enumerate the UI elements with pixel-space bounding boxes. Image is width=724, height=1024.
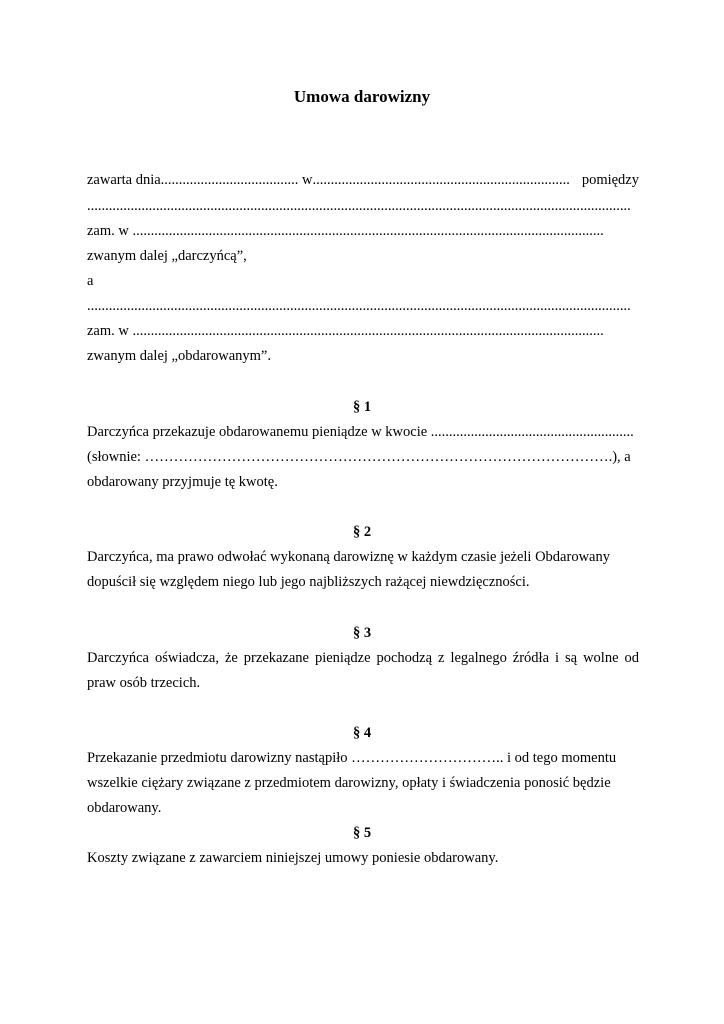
section-heading: § 3 [352,625,372,641]
document-title: Umowa darowizny [293,87,431,106]
section-heading: § 5 [352,825,372,841]
section-line: obdarowany. [87,800,162,816]
section-line: dopuścił się względem niego lub jego najbliższych rażącej niewdzięczności. [87,574,530,590]
section-heading: § 4 [352,725,372,741]
section-heading: § 1 [352,399,372,415]
recipient-name-blank: ...................................................................................................................................................... [87,298,631,314]
donor-name-blank: ...................................................................................................................................................... [87,198,631,214]
section-line: wszelkie ciężary związane z przedmiotem darowizny, opłaty i świadczenia ponosić będzie [87,775,611,791]
section-line: (słownie: …………………………………………………………………………………….), a [87,449,631,465]
section-line: praw osób trzecich. [87,675,201,691]
recipient-designation: zwanym dalej „obdarowanym”. [87,348,271,364]
conjunction-text: a [87,273,94,289]
intro-place-dots: ....................................................................... [312,172,570,188]
recipient-address-line: zam. w .................................................................................................................................. [87,323,604,339]
donor-designation: zwanym dalej „darczyńcą”, [87,248,247,264]
intro-date-place-line [87,171,639,189]
section-line: obdarowany przyjmuje tę kwotę. [87,474,278,490]
section-line: Koszty związane z zawarciem niniejszej umowy poniesie obdarowany. [87,850,499,866]
section-heading: § 2 [352,524,372,540]
section-line: Darczyńca przekazuje obdarowanemu pieniądze w kwocie ........................................................ [87,424,634,440]
intro-between-text: pomiędzy [581,172,639,188]
section-line: Przekazanie przedmiotu darowizny nastąpiło ………………………….. i od tego momentu [87,750,617,766]
intro-date-text: zawarta dnia...................................... w [87,172,313,188]
section-line: Darczyńca oświadcza, że przekazane pieniądze pochodzą z legalnego źródła i są wolne od [87,650,639,666]
section-line: Darczyńca, ma prawo odwołać wykonaną darowiznę w każdym czasie jeżeli Obdarowany [87,549,610,565]
section-line-justified [87,649,639,667]
donor-address-line: zam. w .................................................................................................................................. [87,223,604,239]
